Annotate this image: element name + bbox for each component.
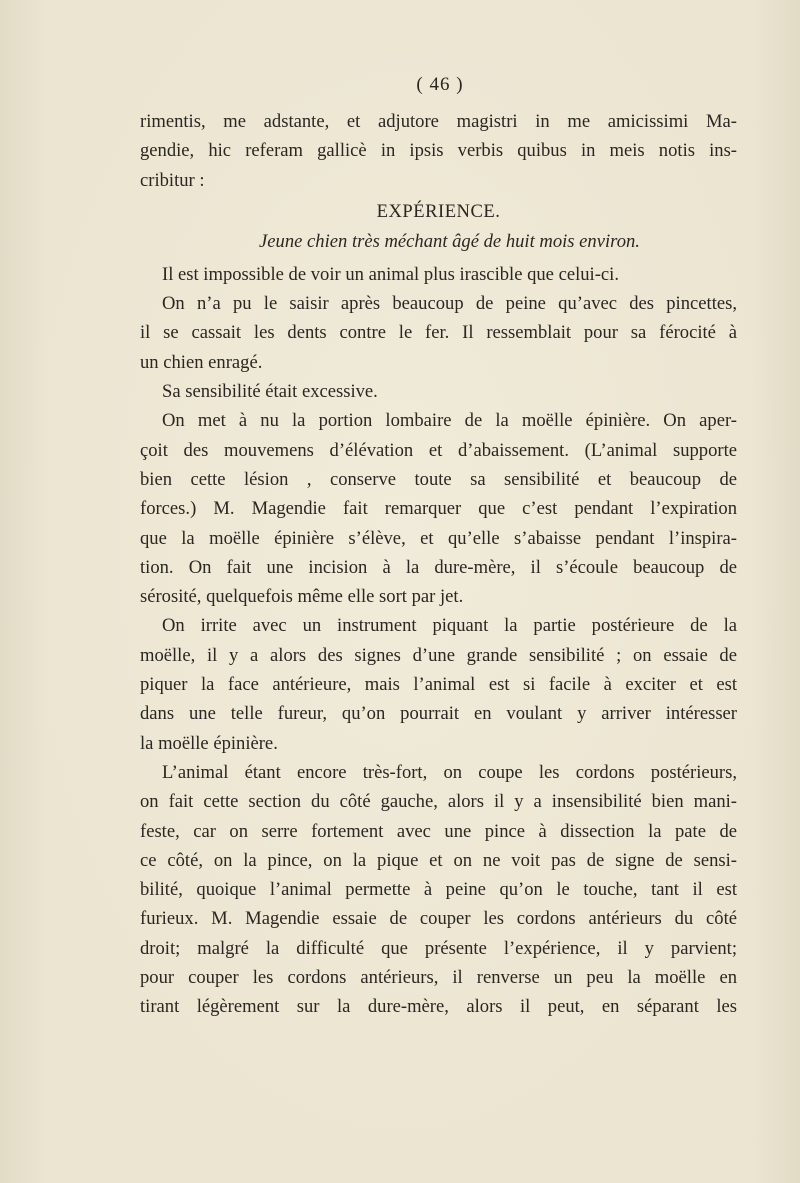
text-line: çoit des mouvemens d’élévation et d’abaissement. (L’animal supporte [140, 439, 737, 461]
text-line: On met à nu la portion lombaire de la moëlle épinière. On aper- [162, 410, 737, 432]
text-line: Sa sensibilité était excessive. [162, 381, 378, 403]
text-line: Il est impossible de voir un animal plus irascible que celui-ci. [162, 263, 619, 285]
text-line: feste, car on serre fortement avec une pince à dissection la pate de [140, 820, 737, 842]
text-line: la moëlle épinière. [140, 732, 278, 754]
text-line: il se cassait les dents contre le fer. Il ressemblait pour sa férocité à [140, 322, 737, 344]
text-line: bilité, quoique l’animal permette à peine qu’on le touche, tant il est [140, 879, 737, 901]
text-line: un chien enragé. [140, 351, 263, 373]
text-line: que la moëlle épinière s’élève, et qu’elle s’abaisse pendant l’inspira- [140, 527, 737, 549]
text-line: tion. On fait une incision à la dure-mère, il s’écoule beaucoup de [140, 556, 737, 578]
text-line: moëlle, il y a alors des signes d’une grande sensibilité ; on essaie de [140, 644, 737, 666]
text-line: dans une telle fureur, qu’on pourrait en voulant y arriver intéresser [140, 703, 737, 725]
text-line: tirant légèrement sur la dure-mère, alors il peut, en séparant les [140, 996, 737, 1018]
text-line: cribitur : [140, 169, 205, 191]
text-line: On irrite avec un instrument piquant la partie postérieure de la [162, 615, 737, 637]
text-line: furieux. M. Magendie essaie de couper les cordons antérieurs du côté [140, 908, 737, 930]
page-number: ( 46 ) [416, 74, 464, 95]
text-line: bien cette lésion , conserve toute sa sensibilité et beaucoup de [140, 468, 737, 490]
section-subtitle: Jeune chien très méchant âgé de huit mois environ. [259, 230, 640, 252]
text-line: On n’a pu le saisir après beaucoup de peine qu’avec des pincettes, [162, 293, 737, 315]
text-line: ce côté, on la pince, on la pique et on ne voit pas de signe de sensi- [140, 849, 737, 871]
section-heading: EXPÉRIENCE. [376, 200, 501, 222]
text-line: on fait cette section du côté gauche, alors il y a insensibilité bien mani- [140, 791, 737, 813]
text-line: L’animal étant encore très-fort, on coupe les cordons postérieurs, [162, 761, 737, 783]
text-line: pour couper les cordons antérieurs, il renverse un peu la moëlle en [140, 967, 737, 989]
text-line: droit; malgré la difficulté que présente l’expérience, il y parvient; [140, 937, 737, 959]
text-line: gendie, hic referam gallicè in ipsis verbis quibus in meis notis ins- [140, 140, 737, 162]
text-line: piquer la face antérieure, mais l’animal est si facile à exciter et est [140, 674, 737, 696]
text-block [140, 107, 737, 1022]
text-line: forces.) M. Magendie fait remarquer que c’est pendant l’expiration [140, 498, 737, 520]
text-line: rimentis, me adstante, et adjutore magistri in me amicissimi Ma- [140, 111, 737, 132]
text-line: sérosité, quelquefois même elle sort par jet. [140, 586, 464, 608]
body-paragraphs [140, 260, 737, 1022]
